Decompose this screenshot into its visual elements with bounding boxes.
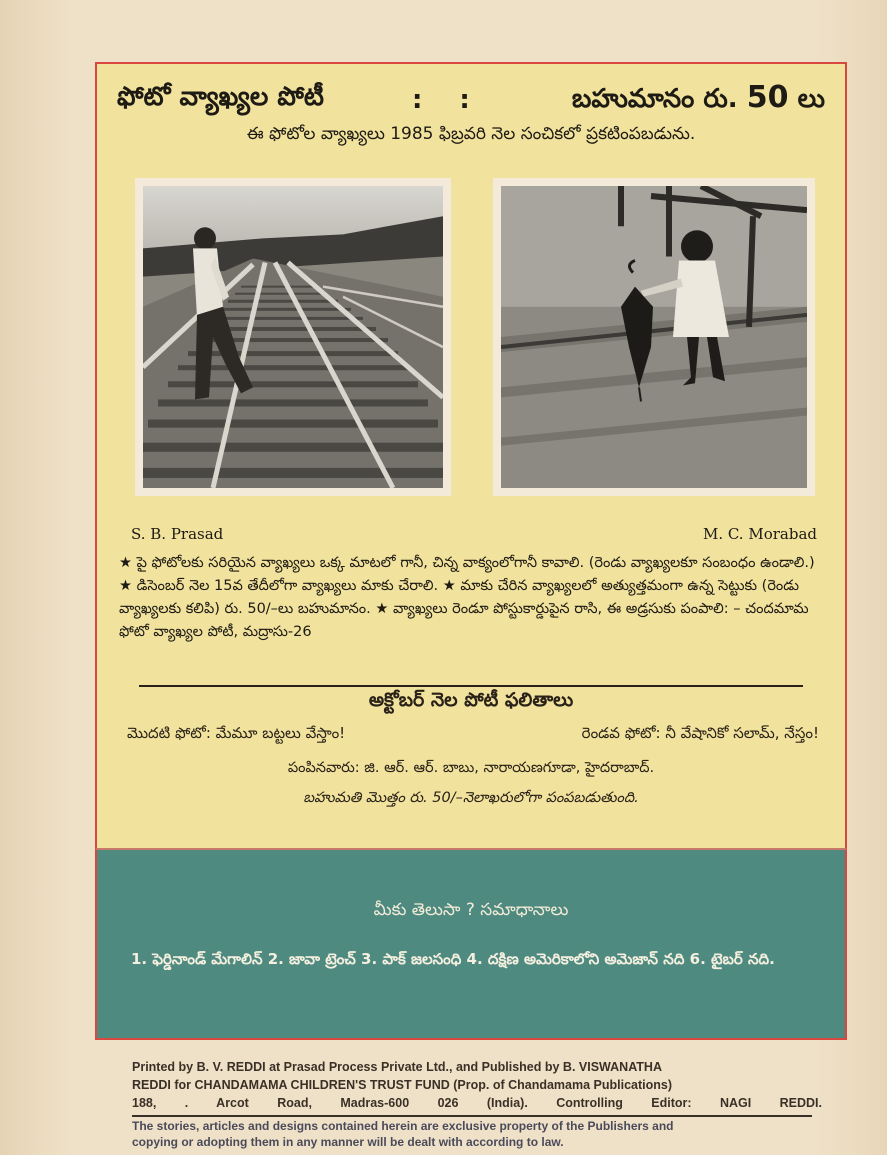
- photo-railway-tracks: [135, 178, 451, 496]
- contest-subtitle: ఈ ఫోటోల వ్యాఖ్యలు 1985 ఫిబ్రవరి నెల సంచికలో ప్రకటింపబడును.: [246, 124, 696, 144]
- prize-label: బహుమానం రు.: [571, 84, 738, 114]
- answers-title: మీకు తెలుసా ? సమాధానాలు: [373, 900, 569, 920]
- umbrella-photo-image: [501, 186, 807, 488]
- contest-title: ఫోటో వ్యాఖ్యల పోటీ: [117, 82, 324, 112]
- copyright-notice: [132, 1118, 822, 1150]
- notice-line-1: The stories, articles and designs contained herein are exclusive property of the Publishers and: [132, 1119, 674, 1133]
- prize-amount: 50: [746, 80, 789, 115]
- photo-credit-right: M. C. Morabad: [702, 525, 817, 543]
- prize-note: బహుమతి మొత్తం రు. 50/–నెలాఖరులోగా పంపబడుతుంది.: [303, 790, 639, 806]
- winner-sender: పంపినవారు: జి. ఆర్. ఆర్. బాబు, నారాయణగూడా, హైదరాబాద్.: [287, 760, 655, 776]
- contest-rules: ★ పై ఫోటోలకు సరియైన వ్యాఖ్యలు ఒక్క మాటలో గానీ, చిన్న వాక్యంలోగానీ కావాలి. (రెండు వ్యాఖ్యలకూ సంబంధం ఉండాలి.) ★ డిసెంబర్ నెల 15వ తేదీలోగా వ్యాఖ్యలు మాకు చేరాలి. ★ మాకు చేరిన వ్యాఖ్యలలో అత్యుత్తమంగా ఉన్న సెట్టుకు (రెండు వ్యాఖ్యలకు కలిపి) రు. 50/–లు బహుమానం. ★ వ్యాఖ్యలు రెండూ పోస్టుకార్డుపైన రాసి, ఈ అడ్రసుకు పంపాలి: – చందమామ ఫోటో వ్యాఖ్యల పోటీ, మద్రాసు-26: [119, 555, 815, 640]
- photo-credit-left: S. B. Prasad: [131, 525, 224, 543]
- title-separator: : :: [411, 85, 484, 115]
- railway-photo-image: [143, 186, 443, 488]
- contest-title-row: [117, 76, 825, 124]
- imprint-footer: [132, 1058, 822, 1112]
- answers-text: 1. ఫెర్డినాండ్ మేగాలిన్ 2. జావా ట్రెంచ్ 3. పాక్ జలసంధి 4. దక్షిణ అమెరికాలోని అమెజాన్ నది 6. టైబర్ నది.: [131, 950, 775, 968]
- contest-panel: [95, 62, 847, 848]
- footer-rule: [132, 1115, 812, 1117]
- notice-line-2: copying or adopting them in any manner will be dealt with according to law.: [132, 1135, 564, 1149]
- imprint-line-1: Printed by B. V. REDDI at Prasad Process Private Ltd., and Published by B. VISWANATHA: [132, 1060, 662, 1074]
- imprint-line-2: REDDI for CHANDAMAMA CHILDREN'S TRUST FUND (Prop. of Chandamama Publications): [132, 1078, 673, 1092]
- photo-girl-umbrella: [493, 178, 815, 496]
- prize-heading: [572, 80, 825, 120]
- results-captions: [127, 724, 819, 746]
- answers-panel: [95, 848, 847, 1040]
- prize-suffix: లు: [797, 84, 825, 114]
- results-title: అక్టోబర్ నెల పోటీ ఫలితాలు: [368, 689, 574, 711]
- second-photo-caption: రెండవ ఫోటో: నీ వేషానికో సలామ్, నేస్తం!: [581, 724, 819, 742]
- first-photo-caption: మొదటి ఫోటో: మేమూ బట్టలు వేస్తాం!: [127, 724, 346, 742]
- section-divider: [139, 685, 803, 687]
- imprint-line-3: 188, . Arcot Road, Madras-600 026 (India). Controlling Editor: NAGI REDDI.: [132, 1096, 822, 1110]
